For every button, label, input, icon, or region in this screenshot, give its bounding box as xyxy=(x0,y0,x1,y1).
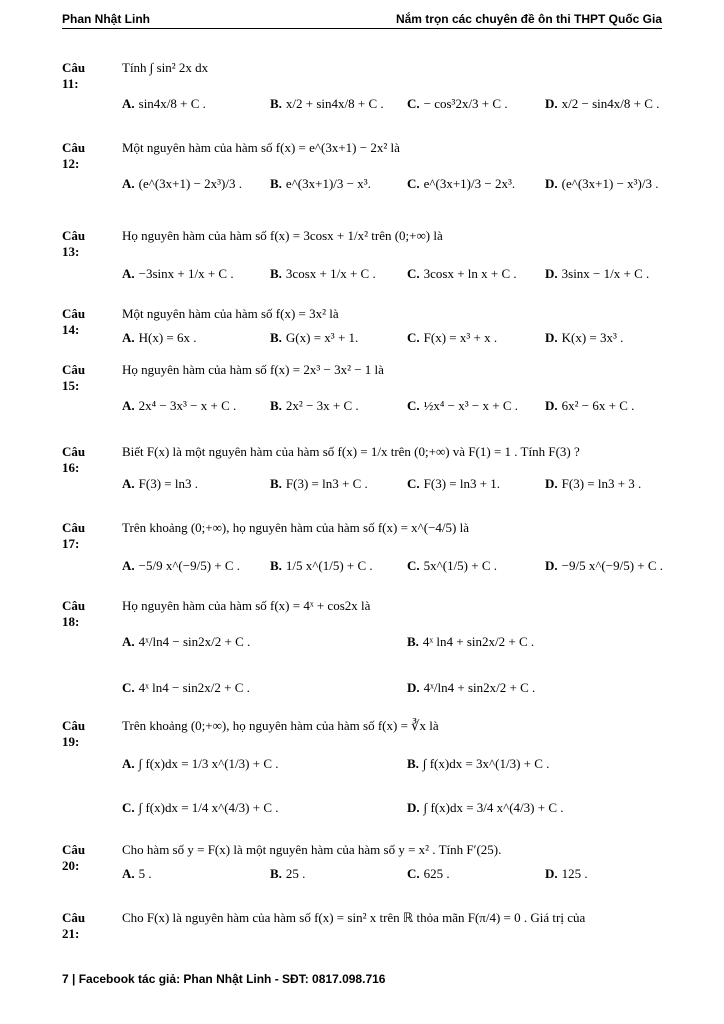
option-c: C. 3cosx + ln x + C . xyxy=(407,266,517,281)
option-d: D. 6x² − 6x + C . xyxy=(545,398,635,413)
header-author: Phan Nhật Linh xyxy=(62,12,150,26)
question-stem: Tính ∫ sin² 2x dx xyxy=(122,60,209,75)
question-number: Câu 21: xyxy=(62,910,86,941)
option-a: A. (e^(3x+1) − 2x³)/3 . xyxy=(122,176,242,191)
option-d: D. K(x) = 3x³ . xyxy=(545,330,624,345)
question-stem: Cho hàm số y = F(x) là một nguyên hàm của hàm số y = x² . Tính F′(25). xyxy=(122,842,502,857)
option-d: D. 3sinx − 1/x + C . xyxy=(545,266,650,281)
option-a: A. ∫ f(x)dx = 1/3 x^(1/3) + C . xyxy=(122,756,279,771)
question-stem: Cho F(x) là nguyên hàm của hàm số f(x) = sin² x trên ℝ thỏa mãn F(π/4) = 0 . Giá trị của xyxy=(122,910,586,925)
question-stem: Họ nguyên hàm của hàm số f(x) = 3cosx + 1/x² trên (0;+∞) là xyxy=(122,228,443,243)
question-number: Câu 19: xyxy=(62,718,86,749)
option-a: A. H(x) = 6x . xyxy=(122,330,197,345)
option-b: B. x/2 + sin4x/8 + C . xyxy=(270,96,384,111)
question-number: Câu 17: xyxy=(62,520,86,551)
option-c: C. ½x⁴ − x³ − x + C . xyxy=(407,398,518,413)
page-footer: 7 | Facebook tác giả: Phan Nhật Linh - SĐT: 0817.098.716 xyxy=(62,972,386,986)
option-a: A. 2x⁴ − 3x³ − x + C . xyxy=(122,398,237,413)
option-c: C. 5x^(1/5) + C . xyxy=(407,558,498,573)
option-a: A. F(3) = ln3 . xyxy=(122,476,198,491)
option-b: B. 4ˣ ln4 + sin2x/2 + C . xyxy=(407,634,535,649)
question-number: Câu 20: xyxy=(62,842,86,873)
question-number: Câu 13: xyxy=(62,228,86,259)
option-a: A. 5 . xyxy=(122,866,152,881)
option-b: B. 1/5 x^(1/5) + C . xyxy=(270,558,373,573)
option-c: C. 4ˣ ln4 − sin2x/2 + C . xyxy=(122,680,250,695)
question-number: Câu 15: xyxy=(62,362,86,393)
option-b: B. ∫ f(x)dx = 3x^(1/3) + C . xyxy=(407,756,550,771)
question-number: Câu 18: xyxy=(62,598,86,629)
header-series: Nắm trọn các chuyên đề ôn thi THPT Quốc Gia xyxy=(395,12,662,26)
option-a: A. −3sinx + 1/x + C . xyxy=(122,266,234,281)
option-c: C. F(x) = x³ + x . xyxy=(407,330,498,345)
option-c: C. ∫ f(x)dx = 1/4 x^(4/3) + C . xyxy=(122,800,279,815)
option-c: C. F(3) = ln3 + 1. xyxy=(407,476,501,491)
option-d: D. ∫ f(x)dx = 3/4 x^(4/3) + C . xyxy=(407,800,564,815)
option-d: D. −9/5 x^(−9/5) + C . xyxy=(545,558,664,573)
option-b: B. F(3) = ln3 + C . xyxy=(270,476,368,491)
option-d: D. x/2 − sin4x/8 + C . xyxy=(545,96,660,111)
question-stem: Một nguyên hàm của hàm số f(x) = 3x² là xyxy=(122,306,339,321)
option-a: A. sin4x/8 + C . xyxy=(122,96,206,111)
question-stem: Một nguyên hàm của hàm số f(x) = e^(3x+1) − 2x² là xyxy=(122,140,400,155)
question-number: Câu 14: xyxy=(62,306,86,337)
option-c: C. − cos³2x/3 + C . xyxy=(407,96,508,111)
question-stem: Họ nguyên hàm của hàm số f(x) = 2x³ − 3x² − 1 là xyxy=(122,362,384,377)
question-number: Câu 11: xyxy=(62,60,86,91)
question-stem: Biết F(x) là một nguyên hàm của hàm số f(x) = 1/x trên (0;+∞) và F(1) = 1 . Tính F(3) ? xyxy=(122,444,580,459)
option-d: D. 125 . xyxy=(545,866,588,881)
option-b: B. 25 . xyxy=(270,866,306,881)
option-b: B. G(x) = x³ + 1. xyxy=(270,330,359,345)
question-number: Câu 16: xyxy=(62,444,86,475)
option-b: B. 2x² − 3x + C . xyxy=(270,398,359,413)
question-stem: Trên khoảng (0;+∞), họ nguyên hàm của hàm số f(x) = x^(−4/5) là xyxy=(122,520,470,535)
page-header xyxy=(62,6,662,29)
question-stem: Trên khoảng (0;+∞), họ nguyên hàm của hàm số f(x) = ∛x là xyxy=(122,718,439,733)
option-d: D. F(3) = ln3 + 3 . xyxy=(545,476,642,491)
option-c: C. 625 . xyxy=(407,866,450,881)
option-d: D. (e^(3x+1) − x³)/3 . xyxy=(545,176,659,191)
option-a: A. 4ˣ/ln4 − sin2x/2 + C . xyxy=(122,634,251,649)
option-d: D. 4ˣ/ln4 + sin2x/2 + C . xyxy=(407,680,536,695)
option-a: A. −5/9 x^(−9/5) + C . xyxy=(122,558,241,573)
question-stem: Họ nguyên hàm của hàm số f(x) = 4ˣ + cos2x là xyxy=(122,598,371,613)
option-b: B. e^(3x+1)/3 − x³. xyxy=(270,176,371,191)
option-c: C. e^(3x+1)/3 − 2x³. xyxy=(407,176,516,191)
question-number: Câu 12: xyxy=(62,140,86,171)
option-b: B. 3cosx + 1/x + C . xyxy=(270,266,376,281)
